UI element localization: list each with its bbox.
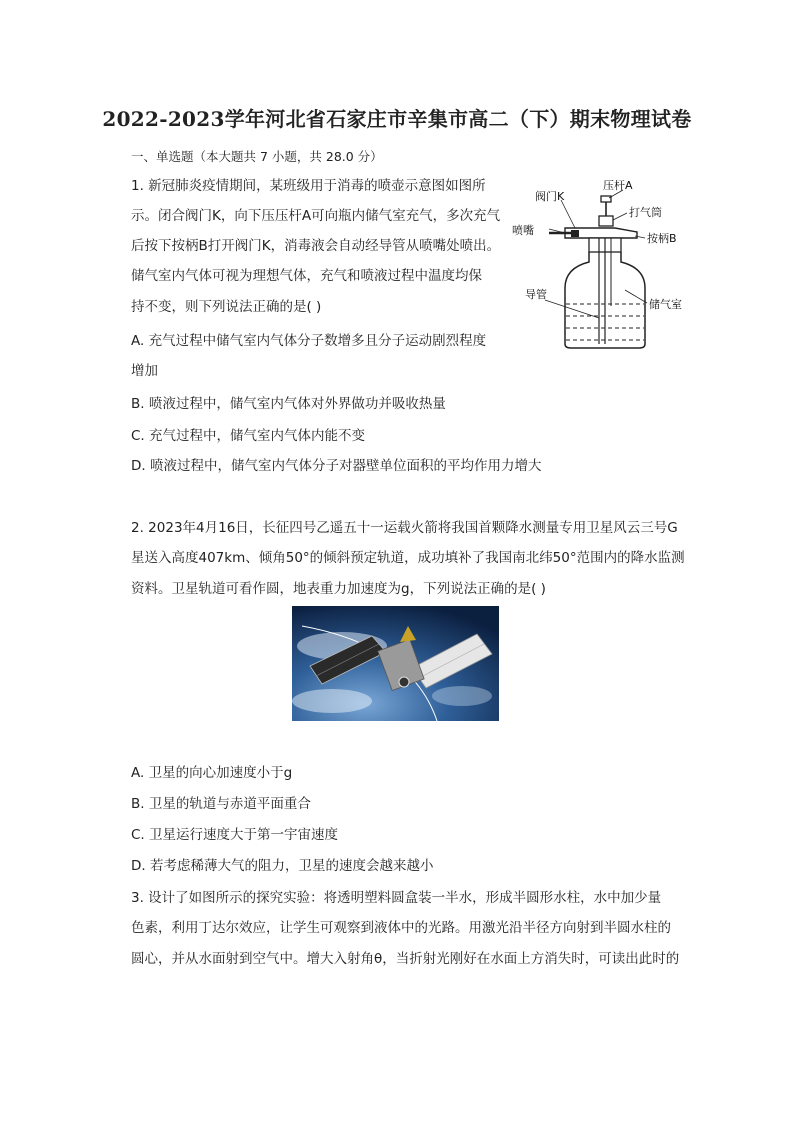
- label-valve: 阀门K: [535, 190, 565, 203]
- label-chamber: 储气室: [649, 298, 682, 311]
- sprayer-diagram: [505, 176, 705, 356]
- page-title: 2022-2023学年河北省石家庄市辛集市高二（下）期末物理试卷: [102, 107, 692, 131]
- q2-option-d: D. 若考虑稀薄大气的阻力，卫星的速度会越来越小: [131, 858, 434, 874]
- label-pump: 打气筒: [629, 206, 662, 219]
- q2-stem-line: 星送入高度407km、倾角50°的倾斜预定轨道，成功填补了我国南北纬50°范围内的降水监测: [131, 550, 685, 566]
- q2-option-b: B. 卫星的轨道与赤道平面重合: [131, 796, 311, 812]
- q1-stem-line: 后按下按柄B打开阀门K，消毒液会自动经导管从喷嘴处喷出。: [131, 238, 501, 254]
- q1-option-b: B. 喷液过程中，储气室内气体对外界做功并吸收热量: [131, 396, 446, 412]
- satellite-photo: [292, 606, 499, 721]
- q3-stem-line: 3. 设计了如图所示的探究实验：将透明塑料圆盒装一半水，形成半圆形水柱，水中加少量: [131, 890, 662, 906]
- label-handle: 按柄B: [647, 232, 677, 245]
- q1-stem-line: 示。闭合阀门K，向下压压杆A可向瓶内储气室充气，多次充气: [131, 208, 501, 224]
- q2-option-c: C. 卫星运行速度大于第一宇宙速度: [131, 827, 339, 843]
- q1-option-d: D. 喷液过程中，储气室内气体分子对器壁单位面积的平均作用力增大: [131, 458, 542, 474]
- q3-stem-line: 圆心，并从水面射到空气中。增大入射角θ，当折射光刚好在水面上方消失时，可读出此时的: [131, 951, 680, 967]
- q1-option-c: C. 充气过程中，储气室内气体内能不变: [131, 428, 366, 444]
- q2-option-a: A. 卫星的向心加速度小于g: [131, 765, 293, 781]
- label-press-rod: 压杆A: [603, 179, 633, 192]
- label-tube: 导管: [525, 288, 547, 301]
- q1-stem-line: 储气室内气体可视为理想气体，充气和喷液过程中温度均保: [131, 268, 482, 284]
- section-heading: 一、单选题（本大题共 7 小题，共 28.0 分）: [131, 149, 383, 164]
- q1-stem-line: 持不变，则下列说法正确的是( ): [131, 299, 322, 315]
- q1-option-a-cont: 增加: [131, 363, 158, 379]
- q1-stem-line: 1. 新冠肺炎疫情期间，某班级用于消毒的喷壶示意图如图所: [131, 178, 486, 194]
- q2-stem-line: 2. 2023年4月16日，长征四号乙遥五十一运载火箭将我国首颗降水测量专用卫星风云三号G: [131, 520, 678, 536]
- q2-stem-line: 资料。卫星轨道可看作圆，地表重力加速度为g，下列说法正确的是( ): [131, 581, 546, 597]
- q3-stem-line: 色素，利用丁达尔效应，让学生可观察到液体中的光路。用激光沿半径方向射到半圆水柱的: [131, 920, 671, 936]
- q1-option-a: A. 充气过程中储气室内气体分子数增多且分子运动剧烈程度: [131, 333, 487, 349]
- label-nozzle: 喷嘴: [512, 224, 534, 237]
